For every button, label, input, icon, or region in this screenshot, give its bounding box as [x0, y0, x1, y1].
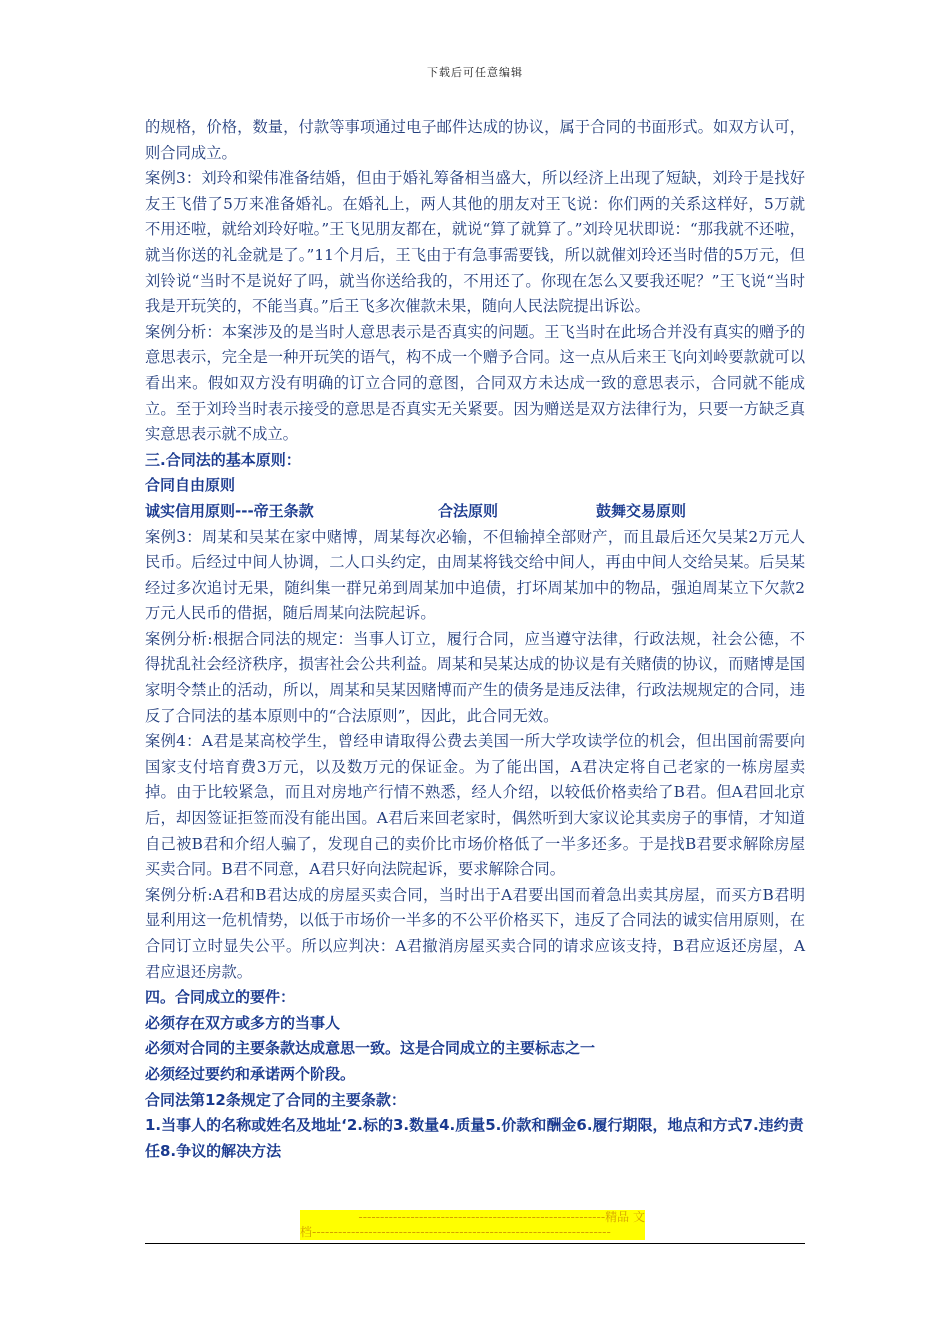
case-analysis-1: 案例分析：本案涉及的是当时人意思表示是否真实的问题。王飞当时在此场合并没有真实的赠予的意思表示，完全是一种开玩笑的语气，构不成一个赠予合同。这一点从后来王飞向刘岭要款就可以看出来。假如双方没有明确的订立合同的意图，合同双方未达成一致的意思表示，合同就不能成立。至于刘玲当时表示接受的意思是否真实无关紧要。因为赠送是双方法律行为，只要一方缺乏真实意思表示就不成立。 [145, 322, 805, 444]
paragraph-1: 的规格，价格，数量，付款等事项通过电子邮件达成的协议，属于合同的书面形式。如双方认可，则合同成立。 [145, 118, 805, 162]
footer-divider [145, 1243, 805, 1244]
principle-encourage-trade: 鼓舞交易原则 [596, 501, 687, 520]
footer-watermark [300, 1210, 645, 1240]
case-3b-text: 案例3：周某和吴某在家中赌博，周某每次必输，不但输掉全部财产，而且最后还欠吴某2万元人民币。后经过中间人协调，二人口头约定，由周某将钱交给中间人，再由中间人交给吴某。后吴某经过多次追讨无果，随纠集一群兄弟到周某加中追债，打坏周某加中的物品，强迫周某立下欠款2万元人民币的借据，随后周某向法院起诉。 [145, 527, 805, 623]
case-3-text: 案例3：刘玲和梁伟准备结婚，但由于婚礼筹备相当盛大，所以经济上出现了短缺，刘玲于是找好友王飞借了5万来准备婚礼。在婚礼上，两人其他的朋友对王飞说：你们两的关系这样好，5万就不用还啦，就给刘玲好啦。”王飞见朋友都在，就说“算了就算了。”刘玲见状即说：“那我就不还啦，就当你送的礼金就是了。”11个月后，王飞由于有急事需要钱，所以就催刘玲还当时借的5万元，但刘铃说“当时不是说好了吗，就当你送给我的，不用还了。你现在怎么又要我还呢？”王飞说“当时我是开玩笑的，不能当真。”后王飞多次催款未果，随向人民法院提出诉讼。 [145, 169, 805, 316]
section-4-heading: 四。合同成立的要件： [145, 988, 296, 1007]
requirement-1: 必须存在双方或多方的当事人 [145, 1013, 341, 1032]
principle-good-faith: 诚实信用原则---帝王条款 [145, 501, 314, 520]
article-12-terms: 1.当事人的名称或姓名及地址‘2.标的3.数量4.质量5.价款和酬金6.履行期限，地点和方式7.违约责任8.争议的解决方法 [145, 1116, 804, 1160]
requirement-3: 必须经过要约和承诺两个阶段。 [145, 1064, 356, 1083]
footer-line-2: 档--------------------------------------------------------------------- [300, 1225, 611, 1239]
case-4-text: 案例4：A君是某高校学生，曾经申请取得公费去美国一所大学攻读学位的机会，但出国前需要向国家支付培育费3万元，以及数万元的保证金。为了能出国，A君决定将自己老家的一栋房屋卖掉。由于比较紧急，而且对房地产行情不熟悉，经人介绍，以较低价格卖给了B君。但A君回北京后，却因签证拒签而没有能出国。A君后来回老家时，偶然听到大家议论其卖房子的事情，才知道自己被B君和介绍人骗了，发现自己的卖价比市场价格低了一半多还多。于是找B君要求解除房屋买卖合同。B君不同意，A君只好向法院起诉，要求解除合同。 [145, 732, 805, 879]
principle-freedom: 合同自由原则 [145, 476, 236, 495]
case-analysis-3: 案例分析:A君和B君达成的房屋买卖合同，当时出于A君要出国而着急出卖其房屋，而买方B君明显利用这一危机情势，以低于市场价一半多的不公平价格买下，违反了合同法的诚实信用原则，在合同订立时显失公平。所以应判决：A君撤消房屋买卖合同的请求应该支持，B君应返还房屋，A君应退还房款。 [145, 885, 805, 981]
footer-line-1: ---------------------------------------------------------精品 文 [358, 1210, 645, 1224]
case-analysis-2: 案例分析:根据合同法的规定：当事人订立，履行合同，应当遵守法律，行政法规，社会公德，不得扰乱社会经济秩序，损害社会公共利益。周某和吴某达成的协议是有关赌债的协议，而赌博是国家明令禁止的活动，所以，周某和吴某因赌博而产生的债务是违反法律，行政法规规定的合同，违反了合同法的基本原则中的“合法原则”，因此，此合同无效。 [145, 629, 805, 725]
article-12-heading: 合同法第12条规定了合同的主要条款： [145, 1090, 406, 1109]
principles-row [145, 499, 805, 525]
principle-legality: 合法原则 [438, 501, 499, 520]
document-body [145, 115, 805, 1164]
page-header: 下载后可任意编辑 [427, 66, 523, 79]
section-3-heading: 三.合同法的基本原则： [145, 450, 301, 469]
requirement-2: 必须对合同的主要条款达成意思一致。这是合同成立的主要标志之一 [145, 1039, 596, 1058]
